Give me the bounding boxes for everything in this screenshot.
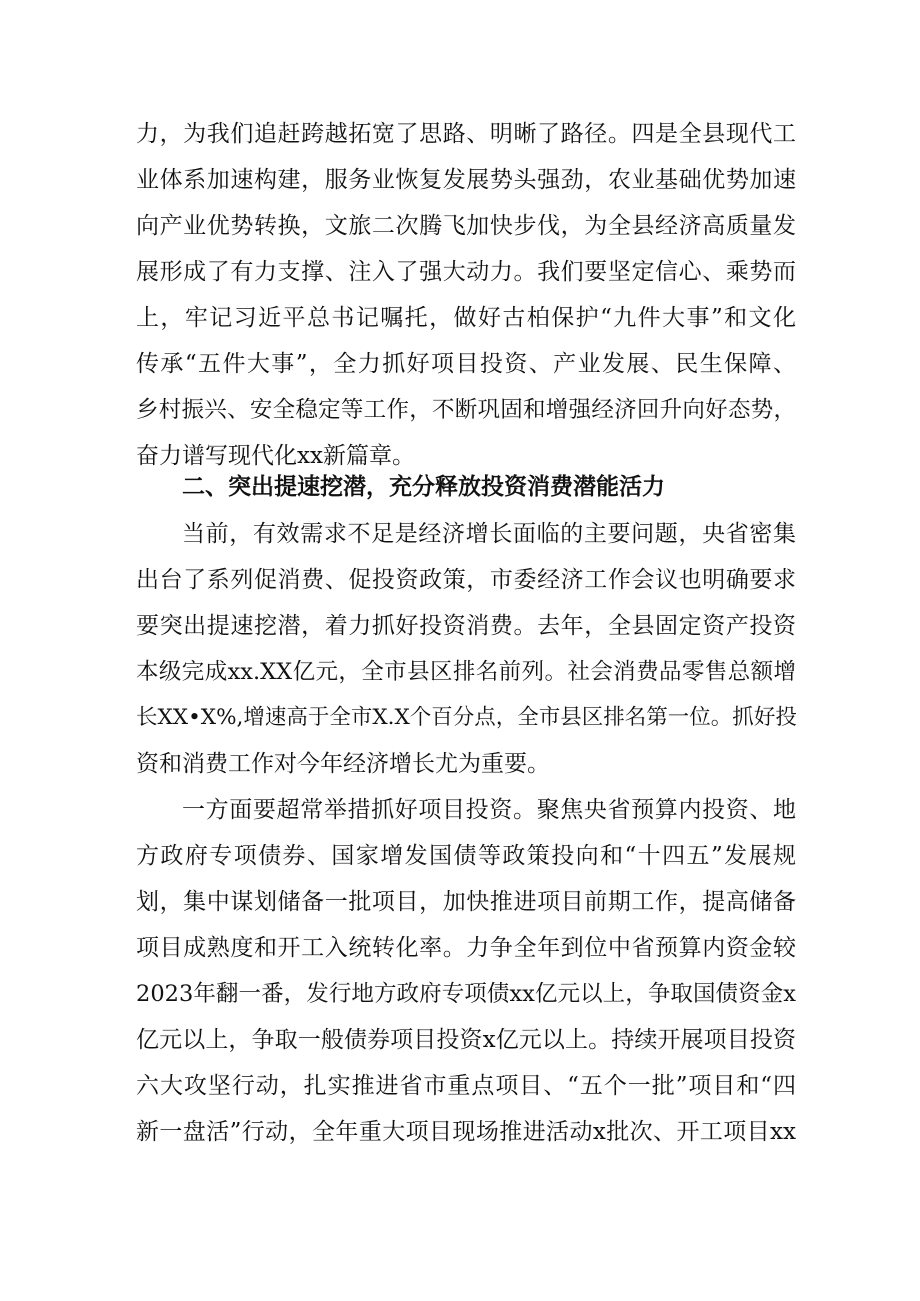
paragraph-line: 资和消费工作对今年经济增长尤为重要。 [136,751,550,777]
paragraph-line: 业体系加速构建，服务业恢复发展势头强劲，农业基础优势加速 [136,167,796,193]
paragraph-line: 一方面要超常举措抓好项目投资。聚焦央省预算内投资、地 [182,797,796,823]
paragraph-line: 2023年翻一番，发行地方政府专项债xx亿元以上，争取国债资金x [136,981,796,1007]
paragraph-line: 奋力谱写现代化xx新篇章。 [136,443,415,469]
paragraph-line: 要突出提速挖潜，着力抓好投资消费。去年，全县固定资产投资 [136,613,796,639]
paragraph-line: 传承“五件大事”，全力抓好项目投资、产业发展、民生保障、 [136,351,796,377]
paragraph-line: 长XX•X%,增速高于全市X.X个百分点，全市县区排名第一位。抓好投 [136,705,797,730]
paragraph-line: 出台了系列促消费、促投资政策，市委经济工作会议也明确要求 [136,567,796,593]
section-heading: 二、突出提速挖潜，充分释放投资消费潜能活力 [182,474,665,500]
paragraph-line: 上，牢记习近平总书记嘱托，做好古柏保护“九件大事”和文化 [136,305,796,331]
paragraph-line: 新一盘活”行动，全年重大项目现场推进活动x批次、开工项目xx [136,1119,796,1145]
paragraph-line: 项目成熟度和开工入统转化率。力争全年到位中省预算内资金较 [136,935,796,961]
paragraph-line: 六大攻坚行动，扎实推进省市重点项目、“五个一批”项目和“四 [136,1073,796,1099]
paragraph-line: 当前，有效需求不足是经济增长面临的主要问题，央省密集 [182,521,796,547]
paragraph-line: 划，集中谋划储备一批项目，加快推进项目前期工作，提高储备 [136,889,796,915]
paragraph-line: 亿元以上，争取一般债券项目投资x亿元以上。持续开展项目投资 [136,1027,796,1053]
paragraph-line: 展形成了有力支撑、注入了强大动力。我们要坚定信心、乘势而 [136,259,796,285]
paragraph-line: 力，为我们追赶跨越拓宽了思路、明晰了路径。四是全县现代工 [136,121,796,147]
paragraph-line: 本级完成xx.XX亿元，全市县区排名前列。社会消费品零售总额增 [136,659,796,685]
paragraph-line: 向产业优势转换，文旅二次腾飞加快步伐，为全县经济高质量发 [136,213,796,239]
paragraph-line: 方政府专项债券、国家增发国债等政策投向和“十四五”发展规 [136,843,796,869]
paragraph-line: 乡村振兴、安全稳定等工作，不断巩固和增强经济回升向好态势， [136,397,796,423]
